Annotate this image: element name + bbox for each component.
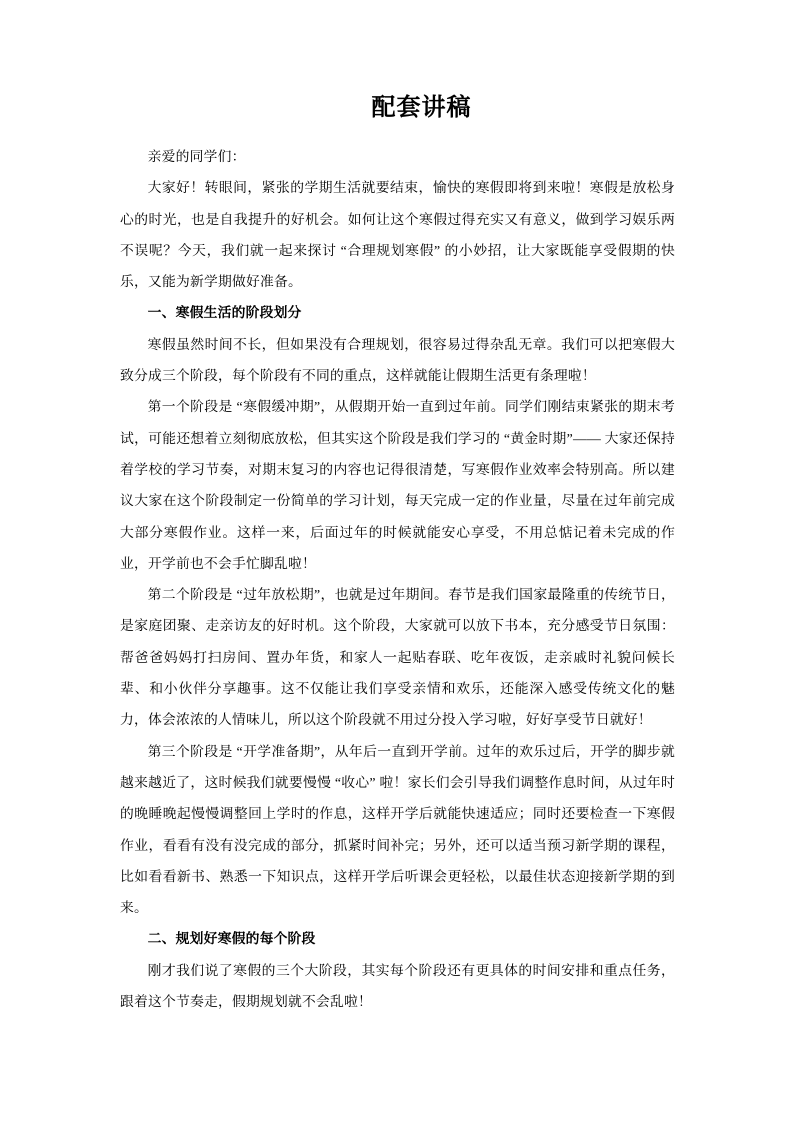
intro-paragraph: 大家好！转眼间，紧张的学期生活就要结束，愉快的寒假即将到来啦！寒假是放松身心的时光，也是自我提升的好机会。如何让这个寒假过得充实又有意义，做到学习娱乐两不误呢？今天，我们就一起来探讨 “合理规划寒假” 的小妙招，让大家既能享受假期的快乐，又能为新学期做好准备。 bbox=[120, 180, 675, 290]
section-1-heading: 一、寒假生活的阶段划分 bbox=[147, 305, 302, 321]
stage-1-paragraph: 第一个阶段是 “寒假缓冲期”，从假期开始一直到过年前。同学们刚结束紧张的期末考试，可能还想着立刻彻底放松，但其实这个阶段是我们学习的 “黄金时期”—— 大家还保持着学校的学习节奏，对期末复习的内容也记得很清楚，写寒假作业效率会特别高。所以建议大家在这个阶段制定一份简单的学习计划，每天完成一定的作业量，尽量在过年前完成大部分寒假作业。这样一来，后面过年的时候就能安心享受，不用总惦记着未完成的作业，开学前也不会手忙脚乱啦！ bbox=[120, 399, 675, 571]
stage-2-paragraph: 第二个阶段是 “过年放松期”，也就是过年期间。春节是我们国家最隆重的传统节日，是家庭团聚、走亲访友的好时机。这个阶段，大家就可以放下书本，充分感受节日氛围：帮爸爸妈妈打扫房间、置办年货，和家人一起贴春联、吃年夜饭，走亲戚时礼貌问候长辈、和小伙伴分享趣事。这不仅能让我们享受亲情和欢乐，还能深入感受传统文化的魅力，体会浓浓的人情味儿，所以这个阶段就不用过分投入学习啦，好好享受节日就好！ bbox=[120, 587, 675, 728]
section-2-intro-paragraph: 刚才我们说了寒假的三个大阶段，其实每个阶段还有更具体的时间安排和重点任务，跟着这个节奏走，假期规划就不会乱啦！ bbox=[120, 962, 675, 1010]
section-2-heading: 二、规划好寒假的每个阶段 bbox=[147, 931, 316, 947]
stage-3-paragraph: 第三个阶段是 “开学准备期”，从年后一直到开学前。过年的欢乐过后，开学的脚步就越来越近了，这时候我们就要慢慢 “收心” 啦！家长们会引导我们调整作息时间，从过年时的晚睡晚起慢慢调整回上学时的作息，这样开学后就能快速适应；同时还要检查一下寒假作业，看看有没有没完成的部分，抓紧时间补完；另外，还可以适当预习新学期的课程，比如看看新书、熟悉一下知识点，这样开学后听课会更轻松，以最佳状态迎接新学期的到来。 bbox=[120, 743, 675, 916]
section-1-intro-paragraph: 寒假虽然时间不长，但如果没有合理规划，很容易过得杂乱无章。我们可以把寒假大致分成三个阶段，每个阶段有不同的重点，这样就能让假期生活更有条理啦！ bbox=[120, 336, 675, 384]
document-title: 配套讲稿 bbox=[371, 95, 472, 121]
salutation-line: 亲爱的同学们： bbox=[147, 149, 246, 164]
